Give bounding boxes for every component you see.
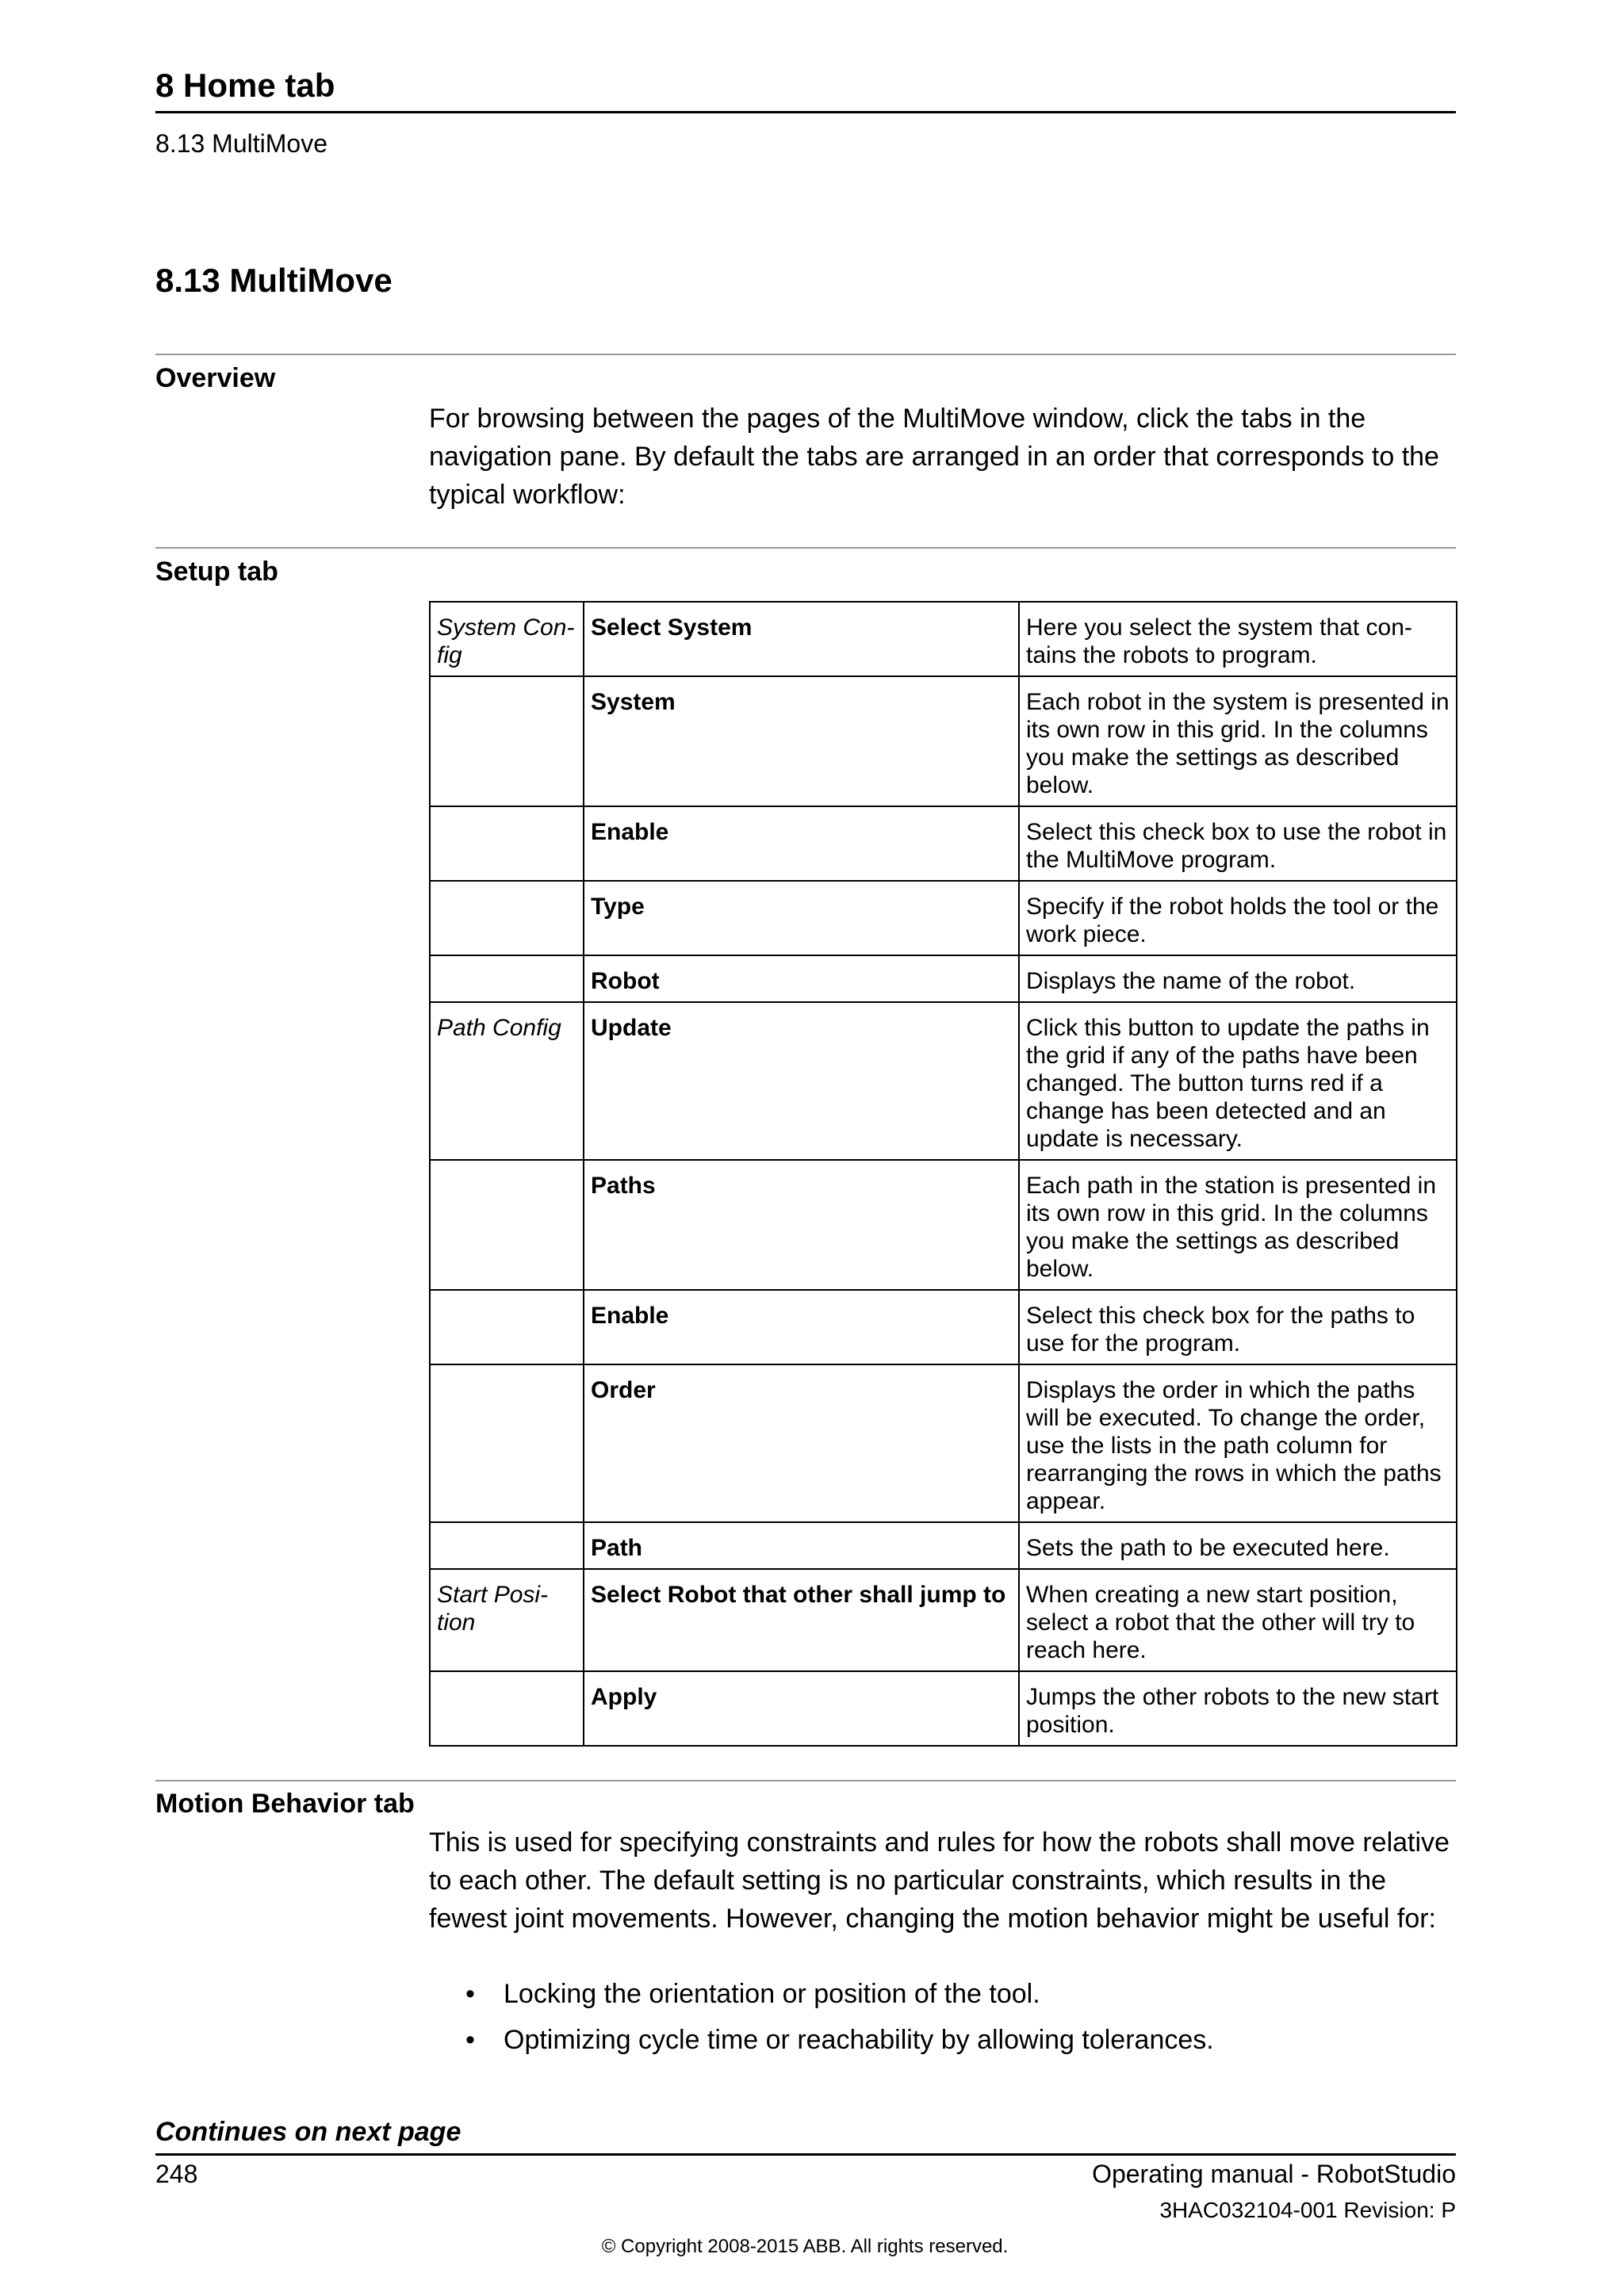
- table-cell-description: Click this button to update the paths in the grid if any of the paths have been changed. The button turns red if a change has been detected and an update is necessary.: [1019, 1002, 1457, 1160]
- table-cell-group: [430, 676, 584, 806]
- motion-text: This is used for specifying constraints and rules for how the robots shall move relative to each other. The default setting is no particular constraints, which results in the fewest joint movements. However, changing the motion behavior might be useful for:: [429, 1827, 1450, 1934]
- overview-heading: Overview: [155, 363, 276, 393]
- table-cell-description: When creating a new start position, select a robot that the other will try to reach here.: [1019, 1569, 1457, 1671]
- table-cell-description: Displays the name of the robot.: [1019, 955, 1457, 1002]
- table-cell-item: Robot: [584, 955, 1019, 1002]
- copyright-notice: © Copyright 2008-2015 ABB. All rights reserved.: [601, 2236, 1009, 2257]
- table-cell-group: [430, 1290, 584, 1364]
- table-cell-group: [430, 1522, 584, 1569]
- table-cell-group: Start Posi-tion: [430, 1569, 584, 1671]
- section-title: 8.13 MultiMove: [155, 262, 393, 299]
- table-row: [430, 806, 1457, 881]
- header-rule: [155, 111, 1456, 113]
- setup-rule: [155, 547, 1456, 549]
- table-row: [430, 1160, 1457, 1290]
- footer-rule: [155, 2153, 1456, 2156]
- table-cell-group: [430, 881, 584, 955]
- table-row: [430, 1290, 1457, 1364]
- bullet-icon: •: [465, 1979, 475, 2009]
- setup-table: [429, 601, 1457, 1747]
- overview-text: For browsing between the pages of the MultiMove window, click the tabs in the navigation pane. By default the tabs are arranged in an order that corresponds to the typical workflow:: [429, 404, 1439, 510]
- table-cell-item: Select Robot that other shall jump to: [584, 1569, 1019, 1671]
- table-row: [430, 881, 1457, 955]
- document-id: 3HAC032104-001 Revision: P: [1159, 2198, 1456, 2222]
- table-row: [430, 1671, 1457, 1746]
- table-cell-group: [430, 1160, 584, 1290]
- table-cell-description: Each path in the station is presented in its own row in this grid. In the columns you make the settings as described below.: [1019, 1160, 1457, 1290]
- table-cell-description: Select this check box to use the robot in the MultiMove program.: [1019, 806, 1457, 881]
- table-cell-item: Select System: [584, 602, 1019, 676]
- table-cell-group: System Con-fig: [430, 602, 584, 676]
- table-row: [430, 1002, 1457, 1160]
- table-cell-description: Select this check box for the paths to use for the program.: [1019, 1290, 1457, 1364]
- table-row: [430, 1364, 1457, 1522]
- table-cell-item: Paths: [584, 1160, 1019, 1290]
- table-row: [430, 1522, 1457, 1569]
- setup-heading: Setup tab: [155, 557, 278, 587]
- table-cell-group: [430, 1671, 584, 1746]
- table-cell-description: Specify if the robot holds the tool or the work piece.: [1019, 881, 1457, 955]
- continues-note: Continues on next page: [155, 2117, 462, 2147]
- table-cell-group: [430, 806, 584, 881]
- table-row: [430, 602, 1457, 676]
- table-cell-group: [430, 1364, 584, 1522]
- table-row: [430, 676, 1457, 806]
- table-cell-description: Each robot in the system is presented in its own row in this grid. In the columns you make the settings as described below.: [1019, 676, 1457, 806]
- manual-title: Operating manual - RobotStudio: [1092, 2160, 1456, 2188]
- table-cell-item: Enable: [584, 806, 1019, 881]
- bullet-text: Locking the orientation or position of the tool.: [504, 1979, 1040, 2009]
- table-cell-description: Here you select the system that con-tains the robots to program.: [1019, 602, 1457, 676]
- table-row: [430, 955, 1457, 1002]
- table-cell-description: Jumps the other robots to the new start position.: [1019, 1671, 1457, 1746]
- table-cell-group: Path Config: [430, 1002, 584, 1160]
- table-cell-description: Displays the order in which the paths will be executed. To change the order, use the lists in the path column for rearranging the rows in which the paths appear.: [1019, 1364, 1457, 1522]
- motion-rule: [155, 1780, 1456, 1781]
- table-cell-item: Order: [584, 1364, 1019, 1522]
- table-cell-description: Sets the path to be executed here.: [1019, 1522, 1457, 1569]
- chapter-title: 8 Home tab: [155, 67, 335, 104]
- bullet-icon: •: [465, 2025, 475, 2055]
- table-cell-item: System: [584, 676, 1019, 806]
- motion-heading: Motion Behavior tab: [155, 1789, 415, 1819]
- table-cell-group: [430, 955, 584, 1002]
- table-cell-item: Path: [584, 1522, 1019, 1569]
- table-cell-item: Type: [584, 881, 1019, 955]
- table-cell-item: Update: [584, 1002, 1019, 1160]
- table-cell-item: Apply: [584, 1671, 1019, 1746]
- running-title: 8.13 MultiMove: [155, 129, 327, 158]
- page-number: 248: [155, 2160, 198, 2188]
- bullet-text: Optimizing cycle time or reachability by allowing tolerances.: [504, 2025, 1214, 2055]
- overview-rule: [155, 354, 1456, 355]
- table-row: [430, 1569, 1457, 1671]
- table-cell-item: Enable: [584, 1290, 1019, 1364]
